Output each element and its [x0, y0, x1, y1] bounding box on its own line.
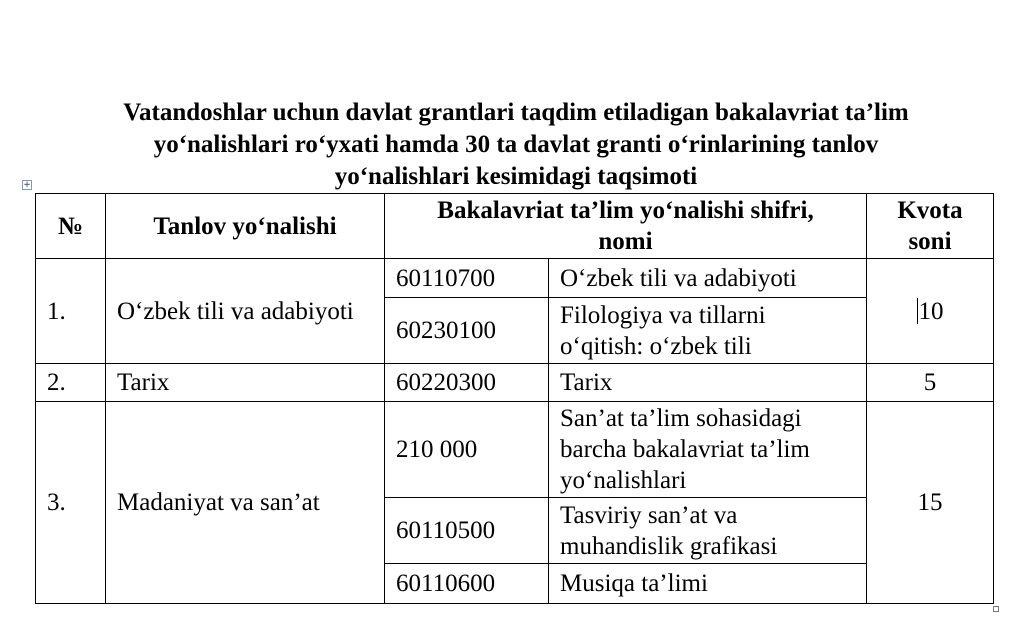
- header-shifr-line2: nomi: [598, 228, 653, 255]
- row-name: Filologiya va tillarni o‘qitish: o‘zbek tili: [549, 298, 867, 364]
- row-name: Tarix: [549, 364, 867, 402]
- row-code: 60230100: [385, 298, 549, 364]
- table-row: [36, 402, 994, 498]
- text-cursor: [917, 298, 918, 324]
- header-number: №: [36, 194, 106, 259]
- title-line-3: yo‘nalishlari kesimidagi taqsimoti: [334, 163, 698, 190]
- table-row: [36, 259, 994, 298]
- row-code: 60110700: [385, 259, 549, 298]
- row-code: 210 000: [385, 402, 549, 498]
- header-tanlov: Tanlov yo‘nalishi: [106, 194, 385, 259]
- row-number: 3.: [36, 402, 106, 604]
- row-name: San’at ta’lim sohasidagi barcha bakalavriat ta’lim yo‘nalishlari: [549, 402, 867, 498]
- row-name: Musiqa ta’limi: [549, 564, 867, 604]
- row-tanlov: Madaniyat va san’at: [106, 402, 385, 604]
- header-shifr: [385, 194, 867, 259]
- row-name: Tasviriy san’at va muhandislik grafikasi: [549, 498, 867, 564]
- table-header-row: [36, 194, 994, 259]
- header-kvota: [867, 194, 994, 259]
- row-kvota-value: 10: [918, 297, 944, 325]
- row-name: O‘zbek tili va adabiyoti: [549, 259, 867, 298]
- header-kvota-line1: Kvota: [897, 197, 963, 224]
- table-row: [36, 364, 994, 402]
- grants-table: [35, 193, 994, 604]
- row-tanlov: O‘zbek tili va adabiyoti: [106, 259, 385, 364]
- table-resize-handle-icon[interactable]: [993, 606, 999, 612]
- table-move-handle-icon[interactable]: +: [23, 180, 31, 190]
- row-number: 2.: [36, 364, 106, 402]
- row-kvota: 5: [867, 364, 994, 402]
- row-tanlov: Tarix: [106, 364, 385, 402]
- title-line-1: Vatandoshlar uchun davlat grantlari taqdim etiladigan bakalavriat ta’lim: [123, 99, 909, 126]
- row-code: 60110600: [385, 564, 549, 604]
- row-kvota: 15: [867, 402, 994, 604]
- row-code: 60110500: [385, 498, 549, 564]
- header-shifr-line1: Bakalavriat ta’lim yo‘nalishi shifri,: [437, 197, 814, 224]
- title-line-2: yo‘nalishlari ro‘yxati hamda 30 ta davlat granti o‘rinlarining tanlov: [153, 131, 879, 158]
- document-title: [40, 97, 992, 193]
- header-kvota-line2: soni: [908, 228, 952, 255]
- row-number: 1.: [36, 259, 106, 364]
- row-kvota[interactable]: [867, 259, 994, 364]
- row-code: 60220300: [385, 364, 549, 402]
